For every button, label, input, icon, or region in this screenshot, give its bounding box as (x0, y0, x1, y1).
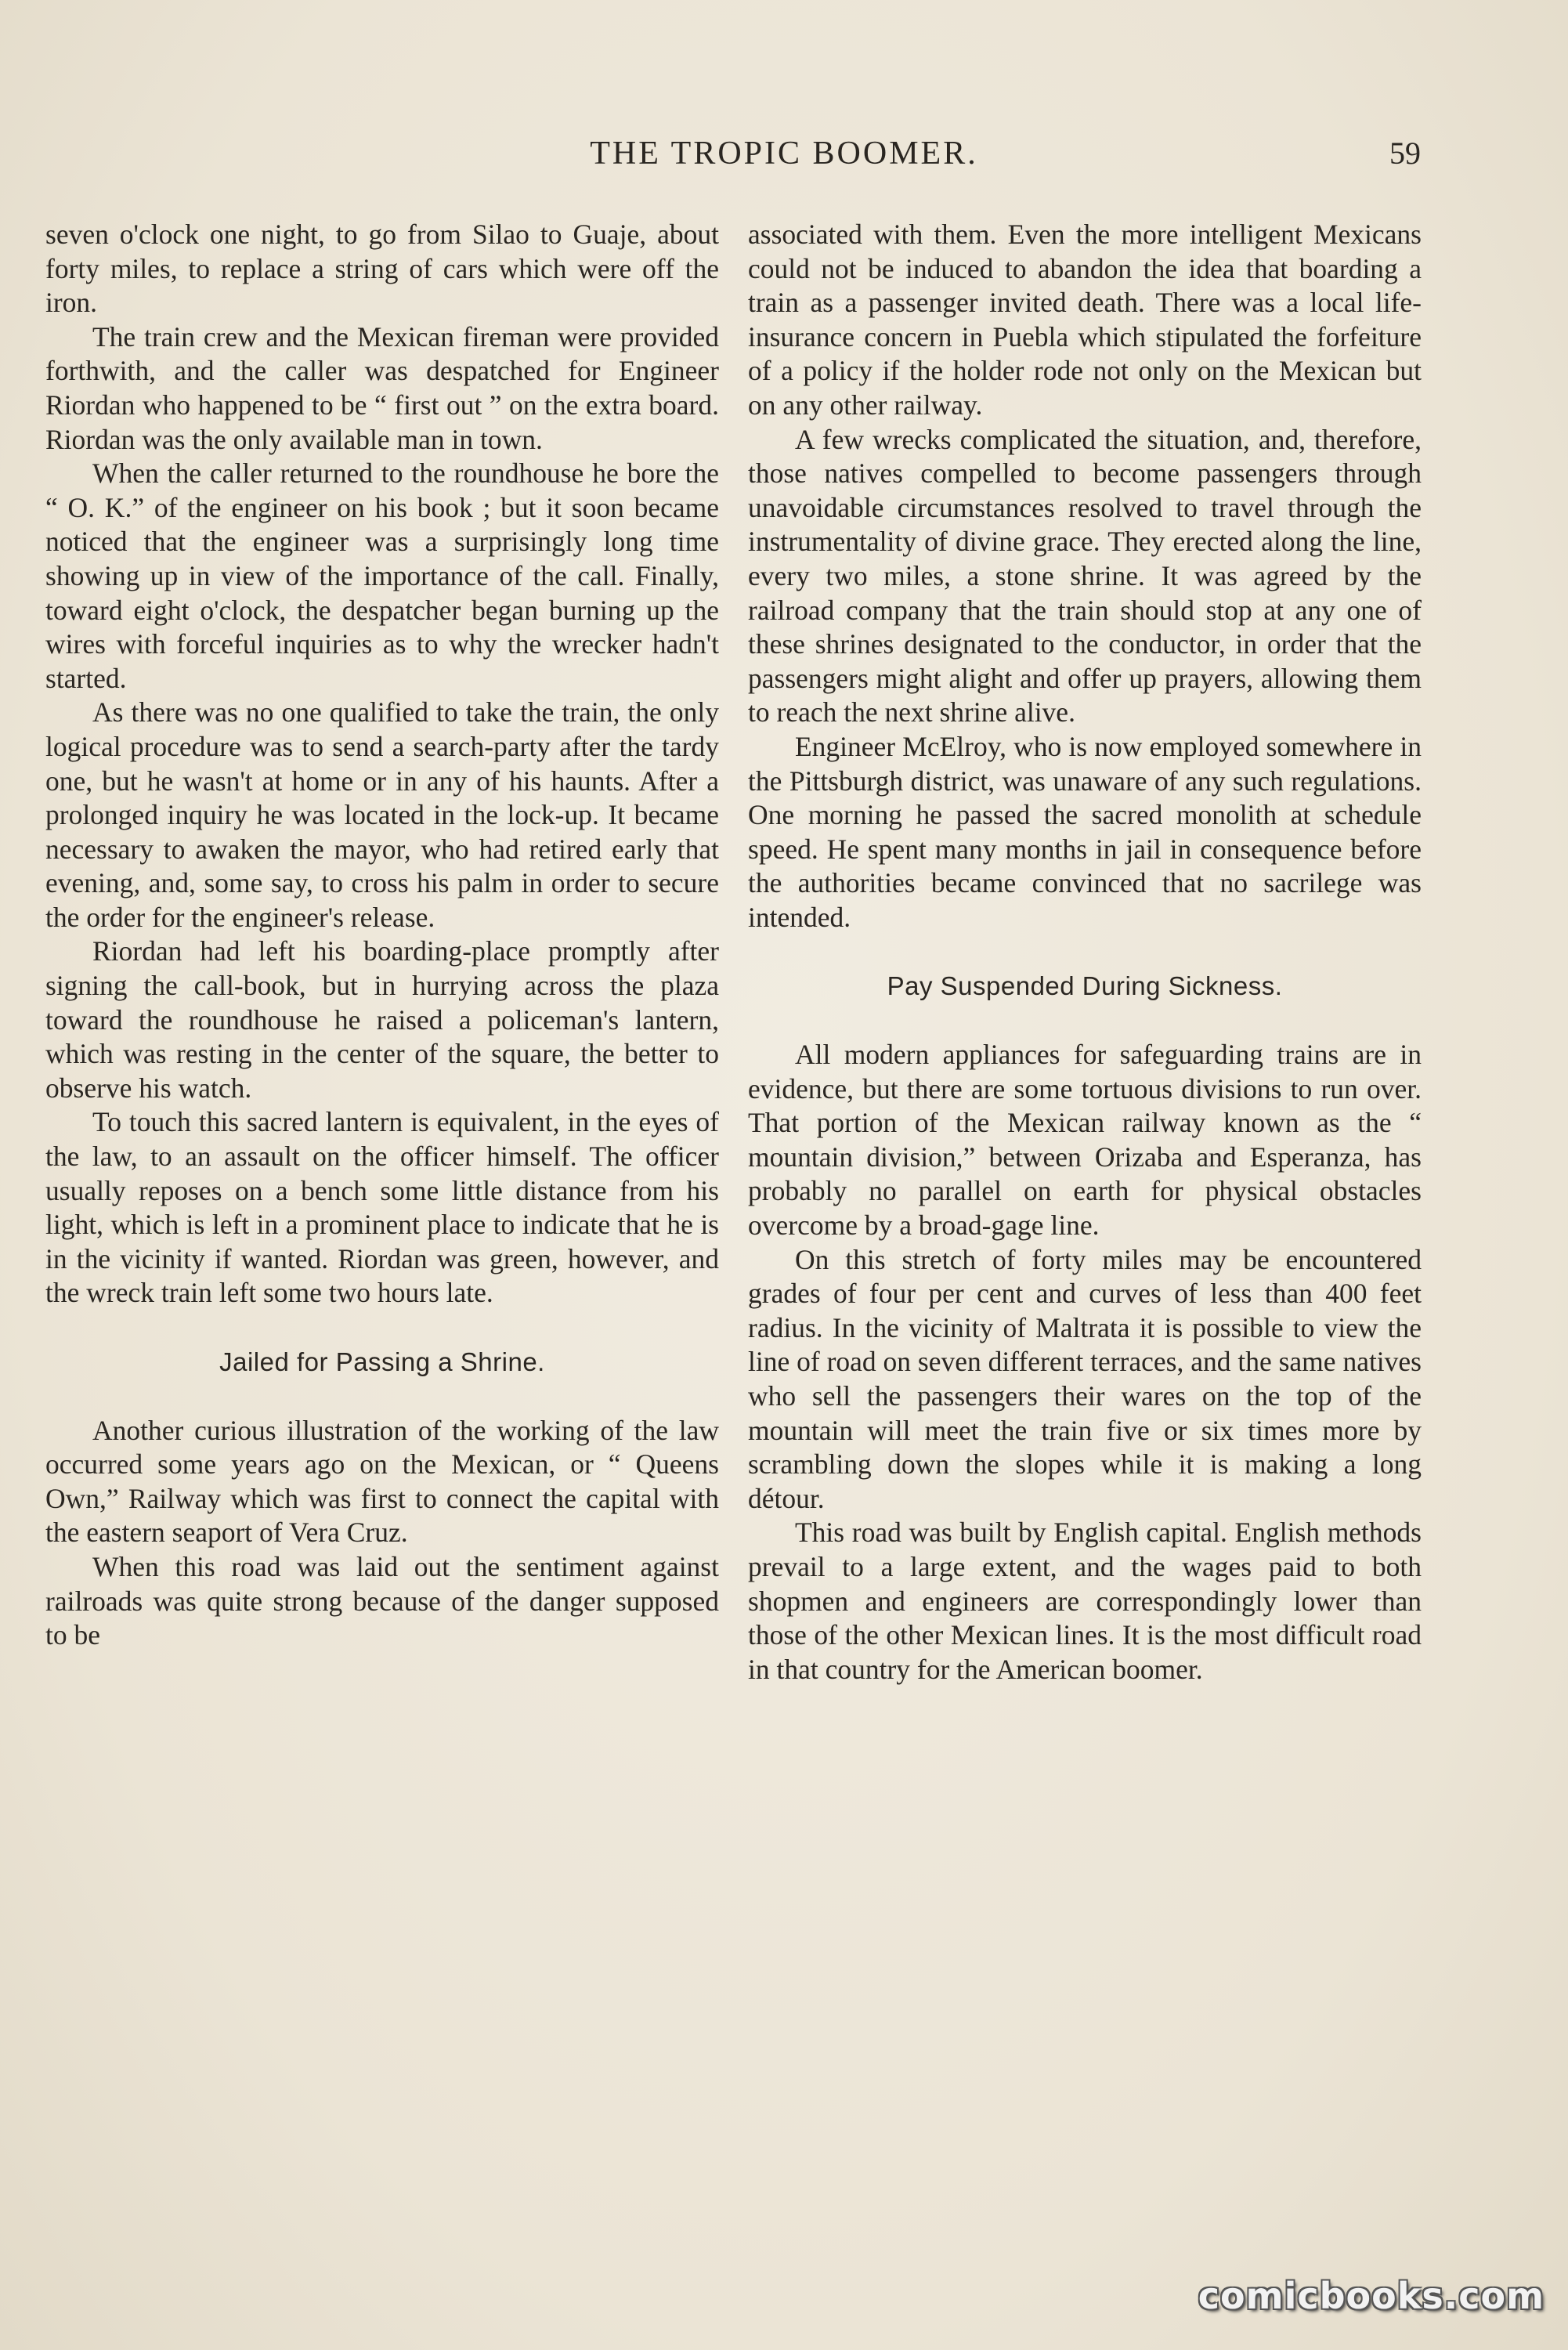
paragraph: This road was built by English capital. English methods prevail to a large extent, and the wages paid to both shopmen and engineers are correspondingly lower than those of the other Mexican lines. It is the most difficult road in that country for the American boomer. (748, 1517, 1422, 1685)
watermark: comicbooks.com (1198, 2275, 1545, 2317)
section-heading: Jailed for Passing a Shrine. (219, 1347, 545, 1376)
paragraph: A few wrecks complicated the situation, and, therefore, those natives compelled to become passengers through unavoidable circumstances resolved to travel through the instrumentality of divine grace. They erected along the line, every two miles, a stone shrine. It was agreed by the railroad company that the train should stop at any one of these shrines designated to the conductor, in order that the passengers might alight and offer up prayers, allowing them to reach the next shrine alive. (748, 423, 1422, 728)
paragraph: When the caller returned to the roundhouse he bore the “ O. K.” of the engineer on his book ; but it soon became noticed that the engineer was a surprisingly long time showing up in view of the importance of the call. Finally, toward eight o'clock, the despatcher began burning up the wires with forceful inquiries as to why the wrecker hadn't started. (45, 457, 719, 694)
left-column (45, 218, 719, 1653)
paragraph: On this stretch of forty miles may be encountered grades of four per cent and curves of less than 400 feet radius. In the vicinity of Maltrata it is possible to view the line of road on seven different terraces, and the same natives who sell the passengers their wares on the top of the mountain will meet the train five or six times more by scrambling down the slopes while it is making a long détour. (748, 1243, 1422, 1514)
running-head (0, 132, 1568, 179)
paragraph: To touch this sacred lantern is equivalent, in the eyes of the law, to an assault on the officer himself. The officer usually reposes on a bench some little distance from his light, which is left in a prominent place to indicate that he is in the vicinity if wanted. Riordan was green, however, and the wreck train left some two hours late. (45, 1106, 719, 1309)
right-column (748, 218, 1422, 1687)
page-number: 59 (1389, 136, 1421, 171)
paragraph: Another curious illustration of the working of the law occurred some years ago on the Mexican, or “ Queens Own,” Railway which was first to connect the capital with the eastern seaport of Vera Cruz. (45, 1414, 719, 1549)
paragraph: Engineer McElroy, who is now employed somewhere in the Pittsburgh district, was unaware of any such regulations. One morning he passed the sacred monolith at schedule speed. He spent many months in jail in consequence before the authorities became convinced that no sacrilege was intended. (748, 730, 1422, 933)
paragraph: Riordan had left his boarding-place promptly after signing the call-book, but in hurrying across the plaza toward the roundhouse he raised a policeman's lantern, which was resting in the center of the square, the better to observe his watch. (45, 935, 719, 1104)
paragraph: The train crew and the Mexican fireman were provided forthwith, and the caller was despatched for Engineer Riordan who happened to be “ first out ” on the extra board. Riordan was the only available man in town. (45, 320, 719, 455)
paragraph: As there was no one qualified to take the train, the only logical procedure was to send a search-party after the tardy one, but he wasn't at home or in any of his haunts. After a prolonged inquiry he was located in the lock-up. It became necessary to awaken the mayor, who had retired early that evening, and, some say, to cross his palm in order to secure the order for the engineer's release. (45, 696, 719, 933)
paragraph: associated with them. Even the more intelligent Mexicans could not be induced to abandon the idea that boarding a train as a passenger invited death. There was a local life-insurance concern in Puebla which stipulated the forfeiture of a policy if the holder rode not only on the Mexican but on any other railway. (748, 219, 1422, 421)
paragraph: All modern appliances for safeguarding trains are in evidence, but there are some tortuous divisions to run over. That portion of the Mexican railway known as the “ mountain division,” between Orizaba and Esperanza, has probably no parallel on earth for physical obstacles overcome by a broad-gage line. (748, 1039, 1422, 1242)
section-heading: Pay Suspended During Sickness. (887, 971, 1283, 1001)
paragraph: When this road was laid out the sentiment against railroads was quite strong because of the danger supposed to be (45, 1550, 719, 1651)
paragraph: seven o'clock one night, to go from Silao to Guaje, about forty miles, to replace a string of cars which were off the iron. (45, 219, 719, 319)
running-title: THE TROPIC BOOMER. (590, 136, 978, 172)
